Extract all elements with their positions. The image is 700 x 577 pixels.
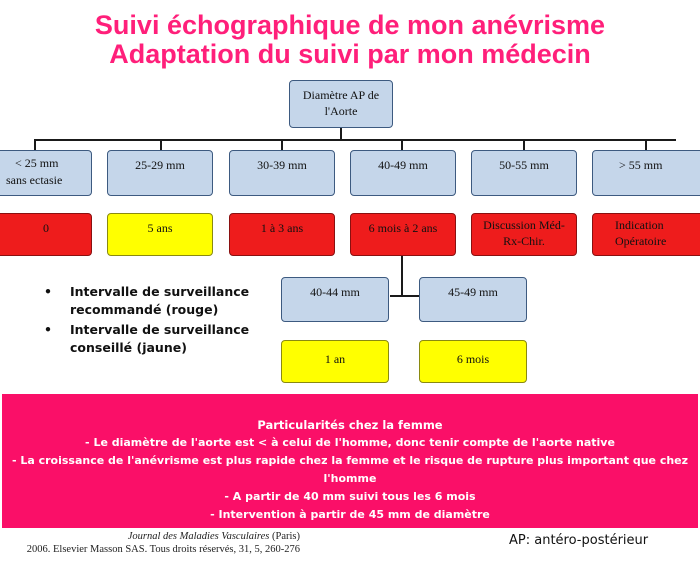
legend-item-yellow: • Intervalle de surveillance conseillé (jaune): [44, 321, 259, 357]
interval-label-4: 6 mois à 2 ans: [368, 221, 438, 235]
sub-interval-label-2: 6 mois: [456, 352, 490, 366]
range-label-1: < 25 mm: [15, 156, 59, 170]
root-box-line-2: l'Aorte: [324, 104, 358, 118]
sub-range-label-2: 45-49 mm: [448, 285, 498, 299]
range-label-4: 40-49 mm: [378, 158, 428, 172]
sub-range-box-2: [419, 277, 527, 322]
women-notes-panel: [2, 394, 698, 528]
reference-journal: Journal des Maladies Vasculaires: [127, 531, 270, 542]
connector-drop-2: [160, 139, 162, 150]
connector-split-down: [401, 256, 403, 296]
sub-range-label-1: 40-44 mm: [310, 285, 360, 299]
range-box-6: [592, 150, 700, 196]
interval-label-5: Discussion Méd-: [483, 218, 565, 232]
panel-line-4: - Intervention à partir de 45 mm de diamètre: [210, 508, 490, 521]
title-line-2: Adaptation du suivi par mon médecin: [109, 39, 591, 69]
reference-citation: [0, 530, 300, 556]
legend-item-red: • Intervalle de surveillance recommandé (rouge): [44, 283, 259, 319]
interval-label-3: 1 à 3 ans: [260, 221, 304, 235]
connector-drop-4: [401, 139, 403, 150]
range-box-3: [229, 150, 335, 196]
abbreviation-note: AP: antéro-postérieur: [509, 533, 649, 548]
interval-box-1: [0, 213, 92, 256]
panel-heading: Particularités chez la femme: [257, 418, 443, 432]
range-note-1: sans ectasie: [6, 173, 63, 187]
panel-line-3: - A partir de 40 mm suivi tous les 6 mois: [224, 490, 476, 503]
interval-label-2: 5 ans: [147, 221, 173, 235]
interval-box-6: [592, 213, 700, 256]
range-box-1: [0, 150, 92, 196]
reference-line-2: 2006. Elsevier Masson SAS. Tous droits réservés, 31, 5, 260-276: [26, 544, 300, 555]
root-box-line-1: Diamètre AP de: [302, 88, 380, 102]
interval-box-4: [350, 213, 456, 256]
connector-drop-6: [645, 139, 647, 150]
connector-drop-5: [523, 139, 525, 150]
connector-drop-3: [281, 139, 283, 150]
panel-line-1: - Le diamètre de l'aorte est < à celui de l'homme, donc tenir compte de l'aorte native: [85, 436, 615, 449]
connector-drop-1: [34, 139, 36, 150]
interval-label-1: 0: [43, 221, 49, 235]
sub-range-box-1: [281, 277, 389, 322]
range-label-3: 30-39 mm: [257, 158, 307, 172]
interval-label-6-line-2: Opératoire: [615, 234, 667, 248]
interval-box-2: [107, 213, 213, 256]
connector-horizontal: [34, 139, 676, 141]
interval-label-5-line-2: Rx-Chir.: [503, 234, 545, 248]
range-box-2: [107, 150, 213, 196]
sub-interval-box-2: [419, 340, 527, 383]
sub-interval-label-1: 1 an: [324, 352, 346, 366]
range-label-5: 50-55 mm: [499, 158, 549, 172]
reference-line-1: [0, 530, 300, 543]
title-line-1: Suivi échographique de mon anévrisme: [94, 10, 606, 40]
range-box-5: [471, 150, 577, 196]
range-label-2: 25-29 mm: [135, 158, 185, 172]
reference-city: (Paris): [272, 531, 300, 542]
interval-box-3: [229, 213, 335, 256]
interval-label-6: Indication: [615, 218, 664, 232]
connector-split-horizontal: [390, 295, 419, 297]
range-box-4: [350, 150, 456, 196]
root-box: [289, 80, 393, 128]
legend-list: [44, 283, 259, 359]
interval-box-5: [471, 213, 577, 256]
panel-line-2: - La croissance de l'anévrisme est plus rapide chez la femme et le risque de rupture plus important que chez l'homme: [11, 454, 689, 485]
sub-interval-box-1: [281, 340, 389, 383]
range-label-6: > 55 mm: [619, 158, 663, 172]
